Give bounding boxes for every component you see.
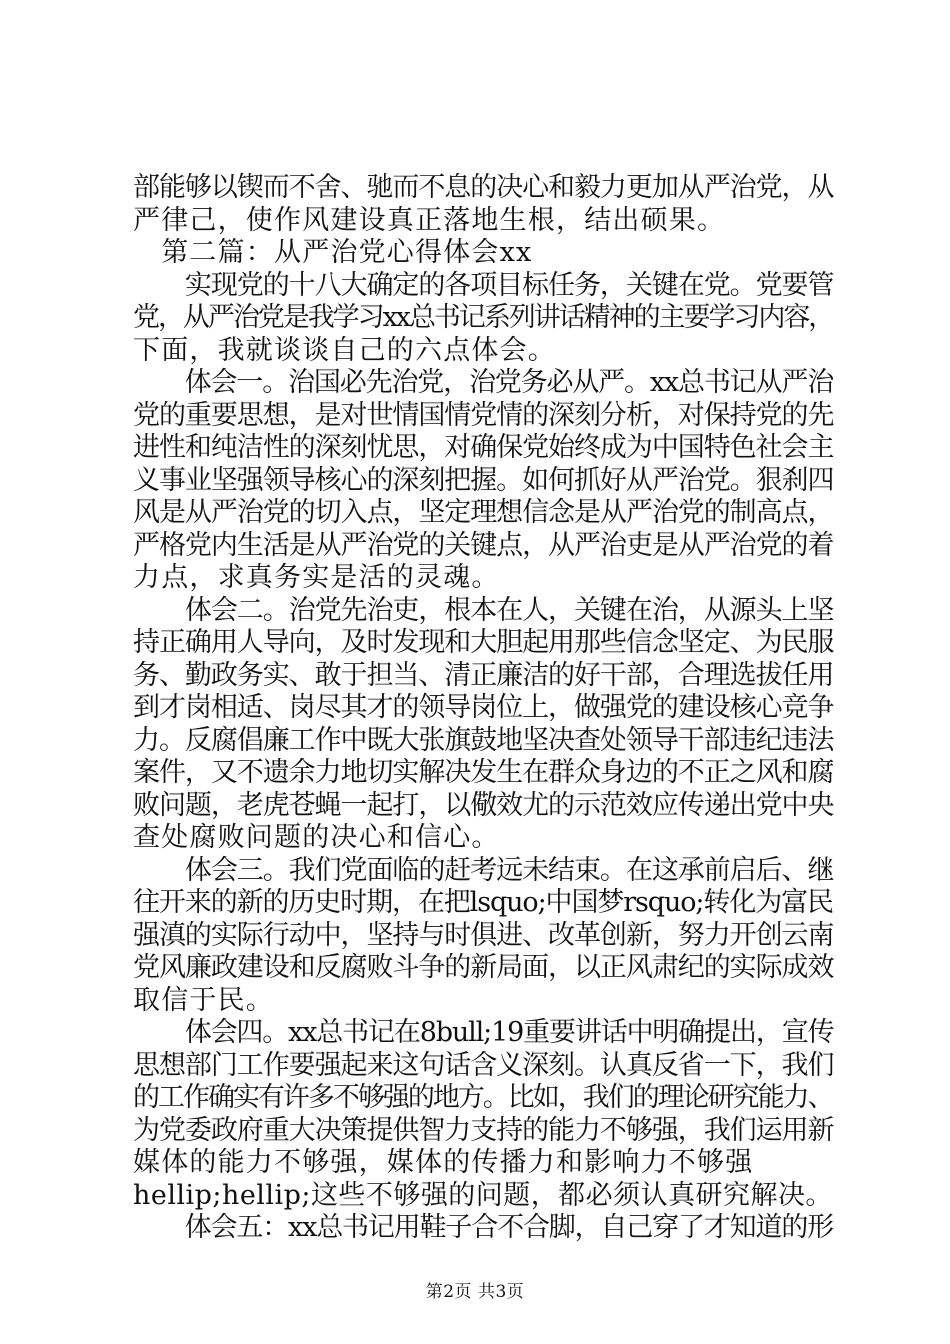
text-line: 下面，我就谈谈自己的六点体会。: [133, 334, 556, 366]
text-line: 党的重要思想，是对世情国情党情的深刻分析，对保持党的先: [133, 399, 834, 431]
text-line: 体会四。xx总书记在8bull;19重要讲话中明确提出，宣传: [133, 1017, 834, 1048]
text-line: 务、勤政务实、敢于担当、清正廉洁的好干部，合理选拔任用: [133, 659, 834, 691]
text-line: 持正确用人导向，及时发现和大胆起用那些信念坚定、为民服: [133, 627, 834, 658]
text-line: 实现党的十八大确定的各项目标任务，关键在党。党要管: [133, 269, 834, 301]
text-line: 体会三。我们党面临的赶考远未结束。在这承前启后、继: [133, 854, 834, 886]
text-line: hellip;hellip;这些不够强的问题，都必须认真研究解决。: [133, 1179, 833, 1211]
text-line: 严格党内生活是从严治党的关键点，从严治吏是从严治党的着: [133, 529, 834, 561]
text-line: 案件，又不遗余力地切实解决发生在群众身边的不正之风和腐: [133, 757, 834, 788]
text-line: 强滇的实际行动中，坚持与时俱进、改革创新，努力开创云南: [133, 919, 834, 951]
text-line: 到才岗相适、岗尽其才的领导岗位上，做强党的建设核心竞争: [133, 692, 834, 723]
text-line: 党，从严治党是我学习xx总书记系列讲话精神的主要学习内容，: [133, 302, 834, 333]
text-line: 查处腐败问题的决心和信心。: [133, 822, 500, 853]
text-line: 取信于民。: [133, 984, 274, 1016]
text-line: 部能够以锲而不舍、驰而不息的决心和毅力更加从严治党，从: [133, 172, 834, 203]
text-line: 体会一。治国必先治党，治党务必从严。xx总书记从严治: [133, 367, 834, 398]
text-line: 媒体的能力不够强，媒体的传播力和影响力不够强: [133, 1147, 754, 1178]
text-line: 往开来的新的历史时期，在把lsquo;中国梦rsquo;转化为富民: [133, 887, 833, 918]
text-line: 败问题，老虎苍蝇一起打，以儆效尤的示范效应传递出党中央: [133, 789, 834, 821]
text-line: 进性和纯洁性的深刻忧思，对确保党始终成为中国特色社会主: [133, 432, 834, 463]
text-line: 体会二。治党先治吏，根本在人，关键在治，从源头上坚: [133, 594, 834, 626]
text-line: 力。反腐倡廉工作中既大张旗鼓地坚决查处领导干部违纪违法: [133, 724, 834, 756]
text-line: 党风廉政建设和反腐败斗争的新局面，以正风肃纪的实际成效: [133, 952, 834, 983]
text-line: 为党委政府重大决策提供智力支持的能力不够强，我们运用新: [133, 1114, 834, 1146]
text-line: 力点，求真务实是活的灵魂。: [133, 562, 500, 593]
text-line: 风是从严治党的切入点，坚定理想信念是从严治党的制高点，: [133, 497, 834, 528]
text-line: 第二篇：从严治党心得体会xx: [133, 237, 533, 268]
page-footer: 第2页 共3页: [425, 1282, 525, 1302]
document-body: [133, 172, 833, 1245]
text-line: 义事业坚强领导核心的深刻把握。如何抓好从严治党。狠刹四: [133, 464, 834, 496]
text-line: 思想部门工作要强起来这句话含义深刻。认真反省一下，我们: [133, 1049, 834, 1081]
text-line: 体会五：xx总书记用鞋子合不合脚，自己穿了才知道的形: [133, 1212, 834, 1243]
text-line: 的工作确实有许多不够强的地方。比如，我们的理论研究能力、: [133, 1082, 833, 1113]
text-line: 严律己，使作风建设真正落地生根，结出硕果。: [133, 204, 726, 236]
